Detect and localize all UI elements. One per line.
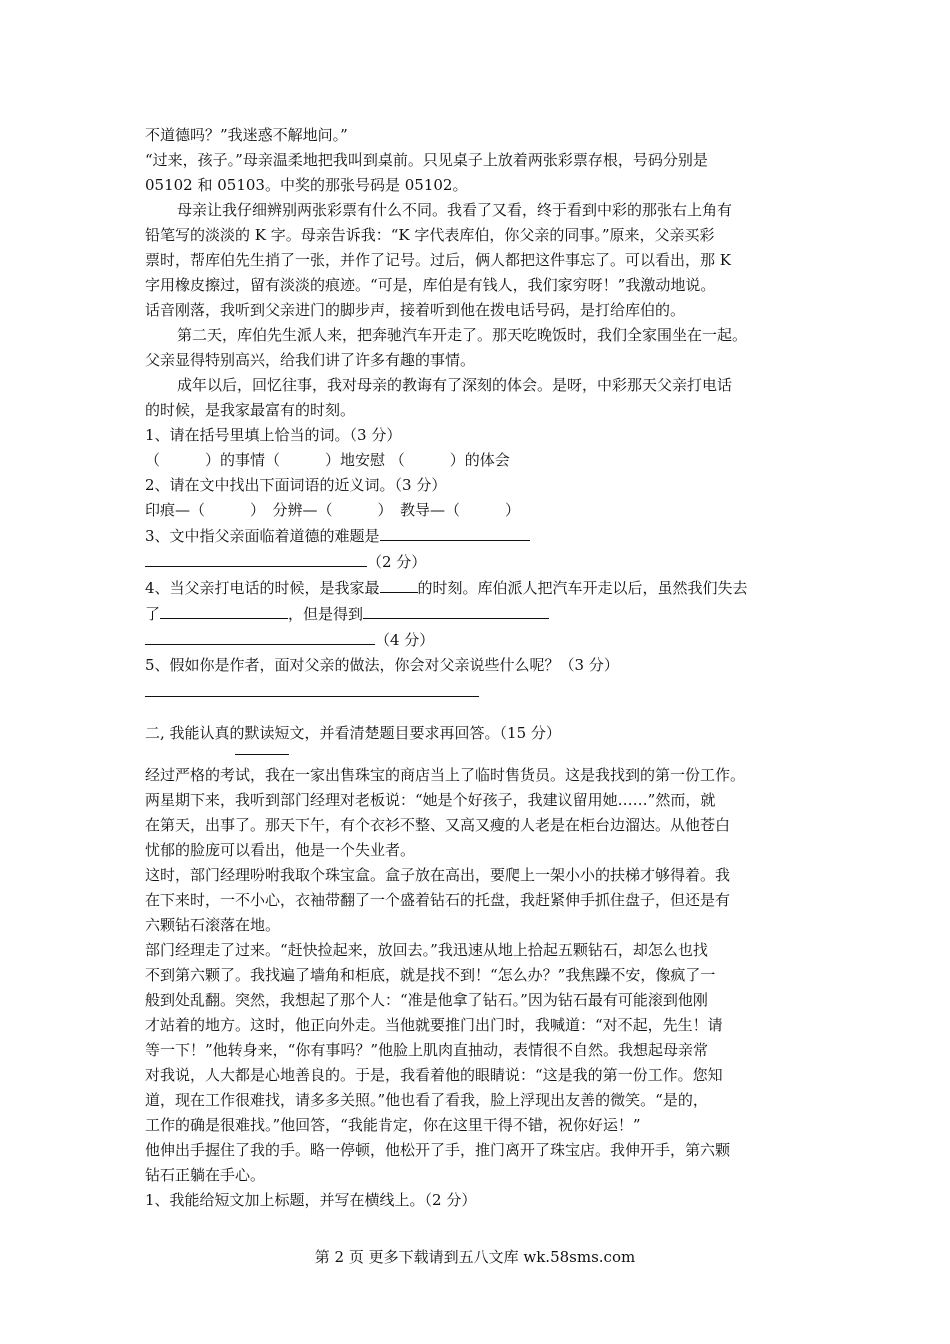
text-line: 第二天，库伯先生派人来，把奔驰汽车开走了。那天吃晚饭时，我们全家围坐在一起。 bbox=[177, 326, 748, 344]
section-2-heading: 二, 我能认真的默读短文，并看清楚题目要求再回答。（15 分） bbox=[145, 724, 561, 742]
text-line: 这时，部门经理吩咐我取个珠宝盒。盒子放在高出，要爬上一架小小的扶梯才够得着。我 bbox=[145, 866, 731, 884]
text-line: 字用橡皮擦过，留有淡淡的痕迹。“可是，库伯是有钱人，我们家穷呀！”我激动地说。 bbox=[145, 276, 716, 294]
question-4-text-a: 4、当父亲打电话的时候，是我家最 bbox=[145, 579, 380, 597]
answer-blank[interactable] bbox=[380, 575, 418, 593]
text-line: 工作的确是很难找。”他回答，“我能肯定，你在这里干得不错，祝你好运！” bbox=[145, 1116, 641, 1134]
answer-blank[interactable] bbox=[380, 523, 530, 541]
question-2-blanks[interactable]: 印痕—（ ） 分辨—（ ） 教导—（ ） bbox=[145, 501, 521, 519]
text-line: 才站着的地方。这时，他正向外走。当他就要推门出门时，我喊道：“对不起，先生！请 bbox=[145, 1016, 723, 1034]
text-line: 成年以后，回忆往事，我对母亲的教诲有了深刻的体会。是呀，中彩那天父亲打电话 bbox=[177, 376, 733, 394]
text-line: 铅笔写的淡淡的 K 字。母亲告诉我：“K 字代表库伯，你父亲的同事。”原来，父亲买彩 bbox=[145, 226, 715, 244]
text-line: 道，现在工作很难找，请多多关照。”他也看了看我，脸上浮现出友善的微笑。“是的， bbox=[145, 1091, 708, 1109]
section-2-question-1: 1、我能给短文加上标题，并写在横线上。（2 分） bbox=[145, 1191, 477, 1209]
question-4-text-d: ，但是得到 bbox=[288, 605, 364, 623]
text-line: 05102 和 05103。中奖的那张号码是 05102。 bbox=[145, 176, 468, 194]
text-line: 话音刚落，我听到父亲进门的脚步声，接着听到他在拨电话号码，是打给库伯的。 bbox=[145, 301, 686, 319]
question-4-score: （4 分） bbox=[375, 631, 435, 649]
text-line: 两星期下来，我听到部门经理对老板说：“她是个好孩子，我建议留用她……”然而，就 bbox=[145, 791, 716, 809]
text-line: 母亲让我仔细辨别两张彩票有什么不同。我看了又看，终于看到中彩的那张右上角有 bbox=[177, 201, 733, 219]
text-line: 经过严格的考试，我在一家出售珠宝的商店当上了临时售货员。这是我找到的第一份工作。 bbox=[145, 766, 746, 784]
question-2: 2、请在文中找出下面词语的近义词。（3 分） bbox=[145, 476, 447, 494]
answer-blank[interactable] bbox=[363, 601, 549, 619]
text-line: “过来，孩子。”母亲温柔地把我叫到桌前。只见桌子上放着两张彩票存根，号码分别是 bbox=[145, 151, 708, 169]
title-underline bbox=[235, 754, 289, 755]
question-3-text: 3、文中指父亲面临着道德的难题是 bbox=[145, 527, 380, 545]
question-5: 5、假如你是作者，面对父亲的做法，你会对父亲说些什么呢？（3 分） bbox=[145, 656, 619, 674]
document-page bbox=[145, 123, 815, 1213]
text-line: 六颗钻石滚落在地。 bbox=[145, 916, 281, 934]
answer-blank[interactable] bbox=[145, 627, 375, 645]
question-4-text-c: 了 bbox=[145, 605, 161, 623]
text-line: 他伸出手握住了我的手。略一停顿，他松开了手，推门离开了珠宝店。我伸开手，第六颗 bbox=[145, 1141, 731, 1159]
text-line: 不道德吗？”我迷惑不解地问。” bbox=[145, 126, 348, 144]
text-line: 父亲显得特别高兴，给我们讲了许多有趣的事情。 bbox=[145, 351, 476, 369]
question-4-line-2 bbox=[145, 601, 815, 627]
question-4 bbox=[145, 575, 815, 601]
question-4-text-b: 的时刻。库伯派人把汽车开走以后，虽然我们失去 bbox=[417, 579, 748, 597]
text-line: 忧郁的脸庞可以看出，他是一个失业者。 bbox=[145, 841, 416, 859]
question-1: 1、请在括号里填上恰当的词。（3 分） bbox=[145, 426, 402, 444]
spacer bbox=[145, 697, 815, 721]
text-line: 在第天，出事了。那天下午，有个衣衫不整、又高又瘦的人老是在柜台边溜达。从他苍白 bbox=[145, 816, 731, 834]
text-line: 不到第六颗了。我找遍了墙角和柜底，就是找不到！“怎么办？”我焦躁不安，像疯了一 bbox=[145, 966, 716, 984]
answer-blank[interactable] bbox=[160, 601, 288, 619]
text-line: 的时候，是我家最富有的时刻。 bbox=[145, 401, 356, 419]
question-4-line-3 bbox=[145, 627, 815, 653]
text-line: 般到处乱翻。突然，我想起了那个人：“准是他拿了钻石。”因为钻石最有可能滚到他刚 bbox=[145, 991, 708, 1009]
text-line: 在下来时，一不小心，衣袖带翻了一个盛着钻石的托盘，我赶紧伸手抓住盘子，但还是有 bbox=[145, 891, 731, 909]
text-line: 等一下！”他转身来，“你有事吗？”他脸上肌肉直抽动，表情很不自然。我想起母亲常 bbox=[145, 1041, 709, 1059]
text-line: 票时，帮库伯先生捎了一张，并作了记号。过后，俩人都把这件事忘了。可以看出，那 K bbox=[145, 251, 731, 269]
answer-line[interactable] bbox=[145, 678, 479, 697]
question-3 bbox=[145, 523, 815, 549]
text-line: 钻石正躺在手心。 bbox=[145, 1166, 266, 1184]
answer-blank[interactable] bbox=[145, 549, 367, 567]
question-1-blanks[interactable]: （ ）的事情（ ）地安慰 （ ）的体会 bbox=[145, 451, 510, 469]
question-3-continuation bbox=[145, 549, 815, 575]
text-line: 对我说，人大都是心地善良的。于是，我看着他的眼睛说：“这是我的第一份工作。您知 bbox=[145, 1066, 723, 1084]
page-footer: 第 2 页 更多下载请到五八文库 wk.58sms.com bbox=[314, 1248, 636, 1266]
question-3-score: （2 分） bbox=[367, 553, 427, 571]
text-line: 部门经理走了过来。“赶快捡起来，放回去。”我迅速从地上拾起五颗钻石，却怎么也找 bbox=[145, 941, 708, 959]
